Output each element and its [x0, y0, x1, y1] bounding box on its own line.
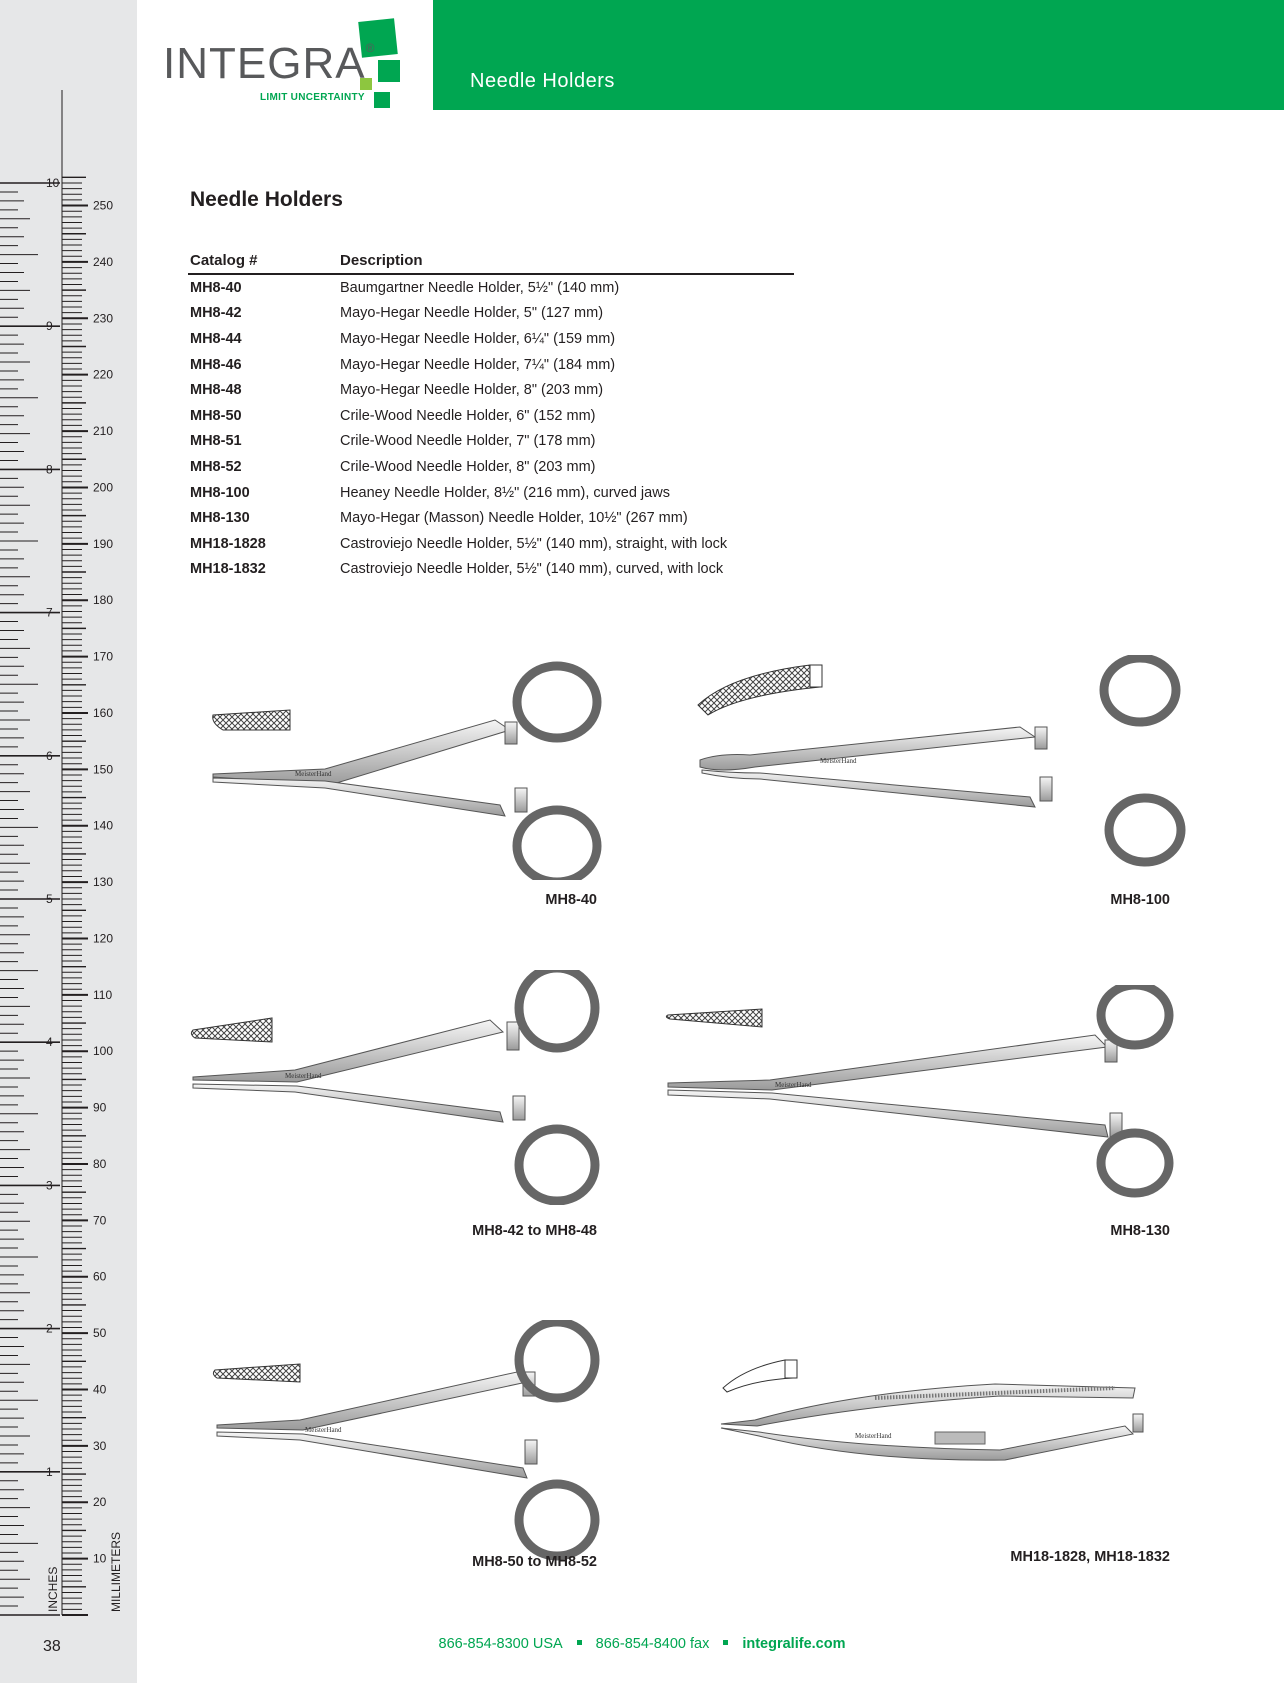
mm-tick-label: 30: [93, 1438, 107, 1453]
inch-tick-label: 7: [46, 605, 53, 620]
product-description: Mayo-Hegar Needle Holder, 8" (203 mm): [340, 382, 604, 399]
catalog-table: [188, 250, 794, 582]
catalog-number: MH8-40: [190, 279, 242, 296]
catalog-number: MH18-1828: [190, 535, 266, 552]
measurement-ruler: [0, 0, 137, 1683]
mh18-castroviejo-instrument-illustration: [715, 1350, 1175, 1490]
table-header-row: [188, 250, 794, 274]
table-row: [188, 352, 794, 378]
product-description: Castroviejo Needle Holder, 5½" (140 mm), curved, with lock: [340, 561, 724, 578]
brand-engraving: MeisterHand: [855, 1432, 892, 1440]
catalog-number: MH8-48: [190, 382, 242, 399]
bullet-separator: [577, 1640, 582, 1645]
table-row: [188, 301, 794, 327]
section-title: Needle Holders: [190, 188, 343, 211]
header-band: [433, 0, 1284, 110]
column-header-catalog: Catalog #: [188, 250, 338, 274]
contact-footer: [0, 1636, 1284, 1652]
mm-tick-label: 240: [93, 254, 114, 269]
table-row: [188, 326, 794, 352]
mm-tick-label: 70: [93, 1213, 107, 1228]
product-description: Crile-Wood Needle Holder, 6" (152 mm): [340, 407, 596, 424]
product-caption: MH8-40: [545, 892, 597, 908]
catalog-number: MH8-46: [190, 356, 242, 373]
table-row: [188, 480, 794, 506]
mm-tick-label: 230: [93, 311, 114, 326]
bullet-separator: [723, 1640, 728, 1645]
catalog-number: MH8-50: [190, 407, 242, 424]
brand-engraving: MeisterHand: [285, 1072, 322, 1080]
product-description: Heaney Needle Holder, 8½" (216 mm), curved jaws: [340, 484, 670, 501]
table-row: [188, 454, 794, 480]
catalog-number: MH8-44: [190, 330, 242, 347]
inch-tick-label: 3: [46, 1178, 53, 1193]
website-link[interactable]: integralife.com: [742, 1636, 846, 1652]
brand-engraving: MeisterHand: [295, 770, 332, 778]
integra-logo: [160, 20, 410, 120]
mm-tick-label: 110: [93, 987, 113, 1002]
mm-tick-label: 190: [93, 536, 114, 551]
inch-tick-label: 4: [46, 1035, 53, 1050]
mm-tick-label: 150: [93, 762, 114, 777]
mm-tick-label: 80: [93, 1156, 107, 1171]
mm-tick-label: 170: [93, 649, 114, 664]
product-description: Castroviejo Needle Holder, 5½" (140 mm), straight, with lock: [340, 535, 728, 552]
logo-tagline: LIMIT UNCERTAINTY: [260, 92, 365, 103]
product-description: Mayo-Hegar Needle Holder, 7¼" (184 mm): [340, 356, 616, 373]
catalog-number: MH8-51: [190, 433, 242, 450]
mm-tick-label: 20: [93, 1495, 107, 1510]
mm-tick-label: 130: [93, 875, 114, 890]
product-description: Crile-Wood Needle Holder, 8" (203 mm): [340, 458, 596, 475]
product-description: Mayo-Hegar (Masson) Needle Holder, 10½" (267 mm): [340, 510, 688, 527]
header-title: Needle Holders: [470, 70, 615, 92]
mm-tick-label: 60: [93, 1269, 107, 1284]
mm-tick-label: 120: [93, 931, 114, 946]
page-number: 38: [43, 1638, 61, 1655]
mm-tick-label: 250: [93, 198, 114, 213]
column-header-description: Description: [338, 250, 794, 274]
mm-tick-label: 40: [93, 1382, 107, 1397]
mm-tick-label: 50: [93, 1326, 107, 1341]
product-caption: MH8-100: [1110, 892, 1170, 908]
product-caption: MH8-50 to MH8-52: [472, 1554, 597, 1570]
logo-wordmark: INTEGRA®: [163, 39, 376, 88]
table-row: [188, 377, 794, 403]
mm-tick-label: 90: [93, 1100, 107, 1115]
millimeters-axis-label: MILLIMETERS: [109, 1531, 123, 1612]
inches-axis-label: INCHES: [46, 1566, 60, 1612]
mm-tick-label: 210: [93, 424, 114, 439]
mm-tick-label: 140: [93, 818, 114, 833]
fax-number: 866-854-8400 fax: [595, 1636, 710, 1652]
mm-tick-label: 100: [93, 1044, 114, 1059]
brand-engraving: MeisterHand: [775, 1081, 812, 1089]
product-description: Baumgartner Needle Holder, 5½" (140 mm): [340, 279, 620, 296]
table-row: [188, 557, 794, 583]
inch-tick-label: 8: [46, 462, 53, 477]
mm-tick-label: 200: [93, 480, 114, 495]
ruler-graphic: [0, 0, 137, 1683]
mm-tick-label: 220: [93, 367, 114, 382]
catalog-number: MH8-52: [190, 458, 242, 475]
mh8-100-instrument-illustration: [690, 655, 1190, 870]
catalog-number: MH8-130: [190, 510, 250, 527]
product-caption: MH8-42 to MH8-48: [472, 1223, 597, 1239]
inch-tick-label: 10: [46, 176, 60, 190]
mm-tick-label: 10: [93, 1551, 107, 1566]
table-row: [188, 531, 794, 557]
product-description: Crile-Wood Needle Holder, 7" (178 mm): [340, 433, 596, 450]
mm-tick-label: 160: [93, 705, 114, 720]
inch-tick-label: 9: [46, 319, 53, 334]
inch-tick-label: 1: [46, 1464, 53, 1479]
mh8-42-to-48-instrument-illustration: [185, 970, 605, 1205]
table-row: [188, 429, 794, 455]
mm-tick-label: 180: [93, 593, 114, 608]
product-description: Mayo-Hegar Needle Holder, 5" (127 mm): [340, 305, 604, 322]
phone-number: 866-854-8300 USA: [438, 1636, 563, 1652]
brand-engraving: MeisterHand: [305, 1426, 342, 1434]
product-caption: MH18-1828, MH18-1832: [1010, 1549, 1170, 1565]
catalog-number: MH8-100: [190, 484, 250, 501]
mh8-130-instrument-illustration: [660, 985, 1175, 1200]
mh8-40-instrument-illustration: [205, 660, 605, 880]
catalog-number: MH8-42: [190, 305, 242, 322]
inch-tick-label: 2: [46, 1321, 53, 1336]
inch-tick-label: 5: [46, 892, 53, 906]
mh8-50-to-52-instrument-illustration: [205, 1320, 605, 1565]
product-caption: MH8-130: [1110, 1223, 1170, 1239]
table-row: [188, 403, 794, 429]
product-description: Mayo-Hegar Needle Holder, 6¼" (159 mm): [340, 330, 616, 347]
inch-tick-label: 6: [46, 748, 53, 763]
table-row: [188, 505, 794, 531]
brand-engraving: MeisterHand: [820, 757, 857, 765]
catalog-number: MH18-1832: [190, 561, 266, 578]
table-row: [188, 274, 794, 301]
